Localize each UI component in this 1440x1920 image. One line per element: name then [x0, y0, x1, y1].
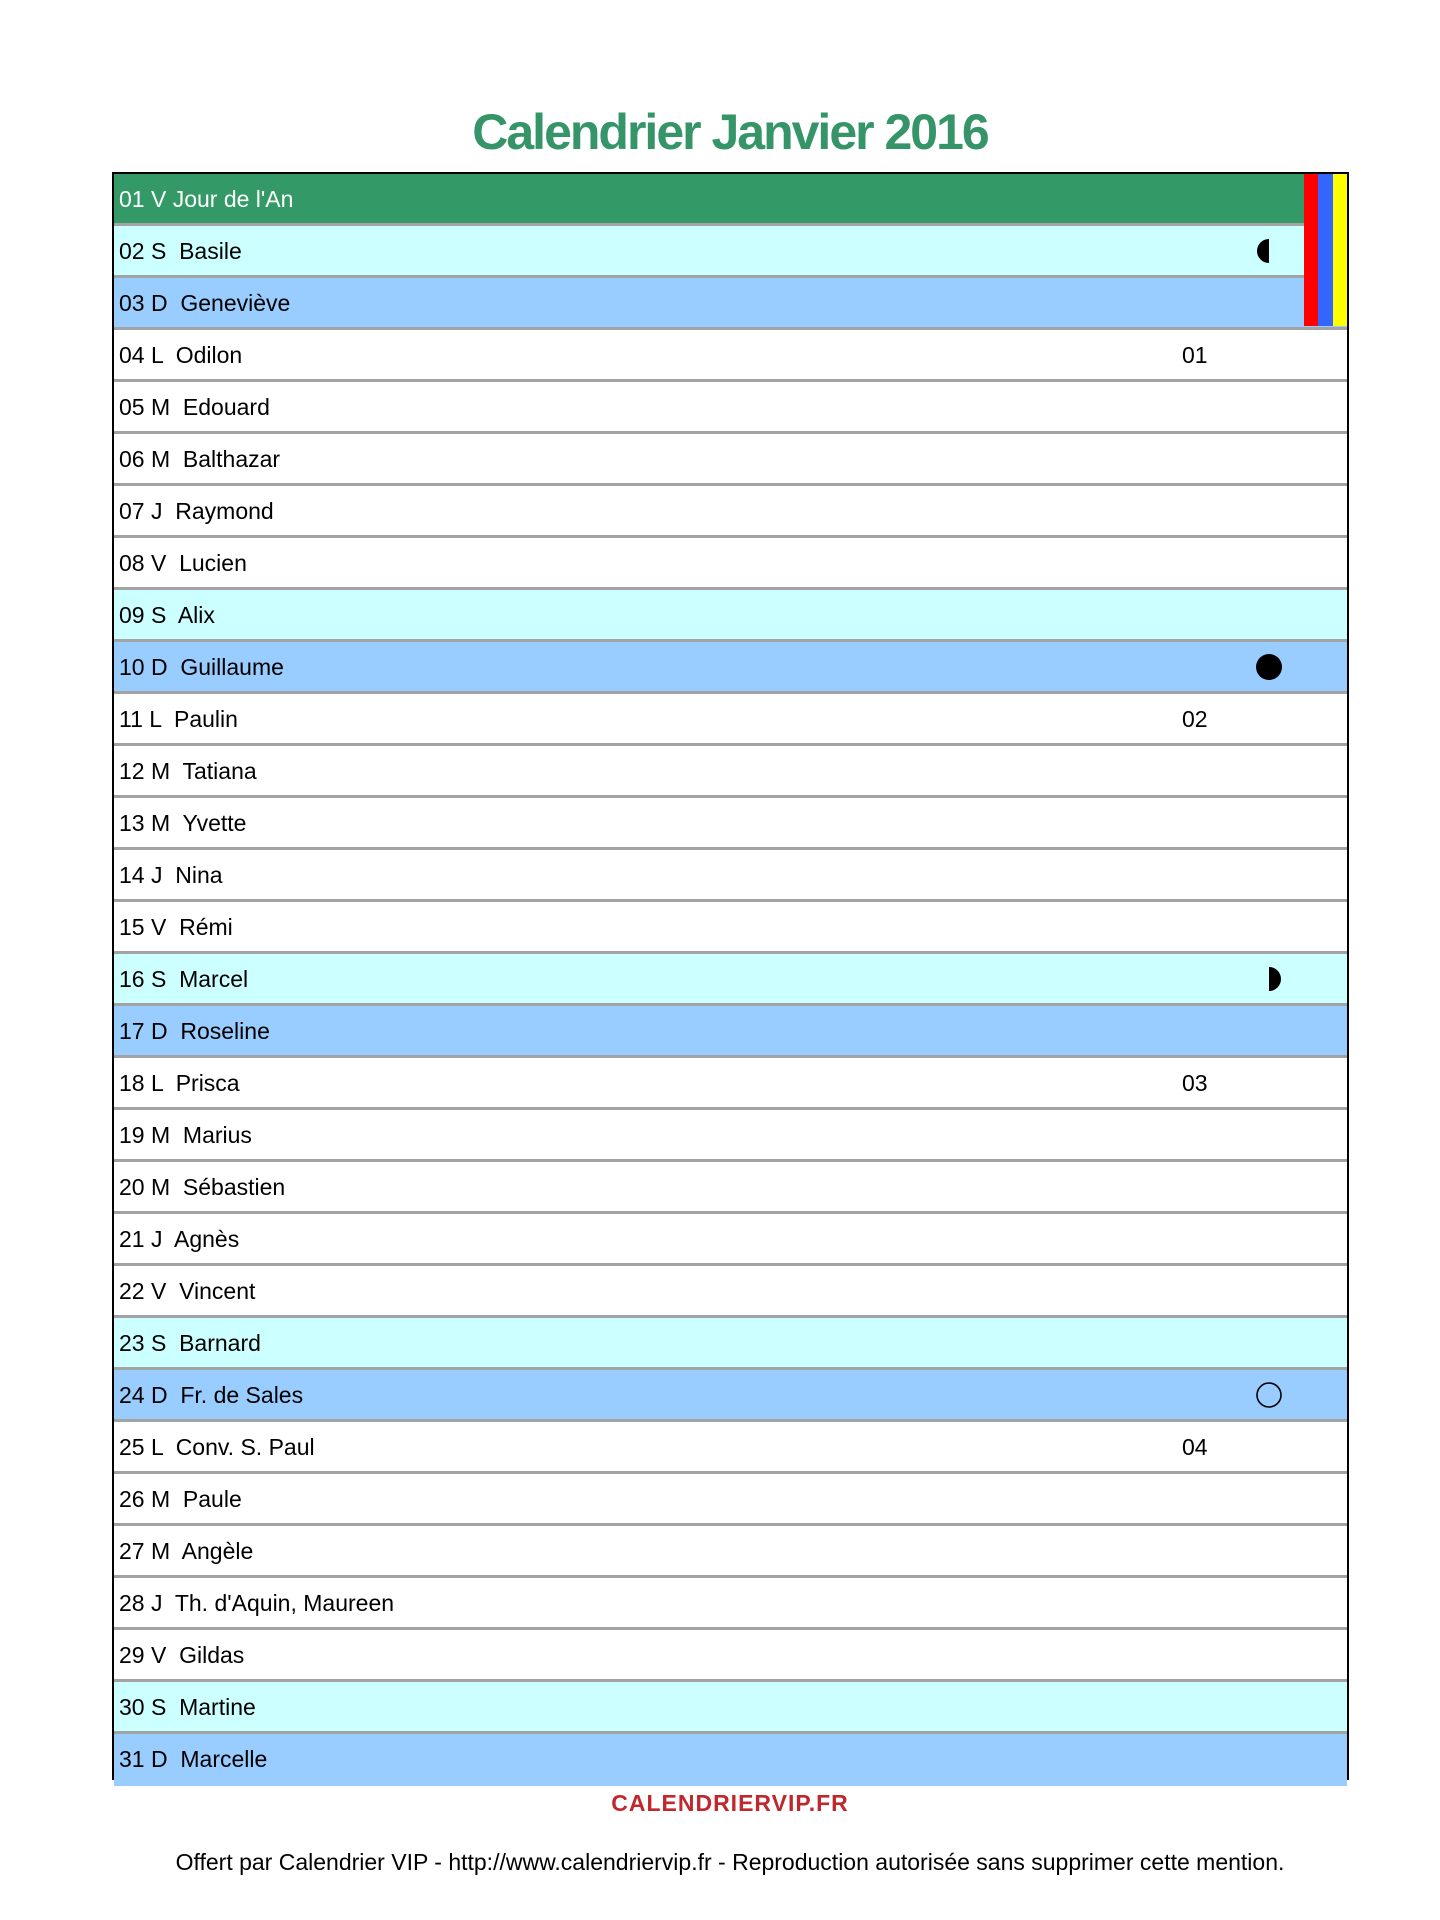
- page-title: Calendrier Janvier 2016: [472, 104, 988, 160]
- day-label: 06 M Balthazar: [119, 446, 281, 472]
- zone-b-bar: [1318, 174, 1333, 326]
- day-label: 10 D Guillaume: [119, 654, 284, 680]
- week-number: 01: [1182, 342, 1208, 368]
- day-row: [114, 1578, 1347, 1630]
- day-label: 26 M Paule: [119, 1486, 242, 1512]
- day-row: [114, 278, 1347, 330]
- day-row: [114, 1474, 1347, 1526]
- week-number: 04: [1182, 1434, 1208, 1460]
- day-row: [114, 902, 1347, 954]
- day-label: 03 D Geneviève: [119, 290, 291, 316]
- day-label: 01 V Jour de l'An: [119, 186, 294, 212]
- day-label: 25 L Conv. S. Paul: [119, 1434, 315, 1460]
- day-label: 30 S Martine: [119, 1694, 256, 1720]
- footer-note: Offert par Calendrier VIP - http://www.calendriervip.fr - Reproduction autorisée sans supprimer cette mention.: [175, 1849, 1285, 1875]
- day-row: [114, 590, 1347, 642]
- day-row: [114, 954, 1347, 1006]
- day-row: [114, 850, 1347, 902]
- day-row: [114, 694, 1347, 746]
- zone-c-bar: [1333, 174, 1347, 326]
- day-label: 28 J Th. d'Aquin, Maureen: [119, 1590, 395, 1616]
- day-label: 22 V Vincent: [119, 1278, 256, 1304]
- day-row: [114, 1526, 1347, 1578]
- day-row: [114, 1630, 1347, 1682]
- day-row: [114, 226, 1347, 278]
- day-label: 15 V Rémi: [119, 914, 233, 940]
- day-label: 17 D Roseline: [119, 1018, 270, 1044]
- week-number: 03: [1182, 1070, 1208, 1096]
- day-row: [114, 1682, 1347, 1734]
- day-row: [114, 1058, 1347, 1110]
- day-label: 31 D Marcelle: [119, 1746, 268, 1772]
- day-row: [114, 642, 1347, 694]
- first-quarter-icon: [1255, 965, 1283, 993]
- day-label: 29 V Gildas: [119, 1642, 245, 1668]
- day-label: 27 M Angèle: [119, 1538, 254, 1564]
- day-row: [114, 1318, 1347, 1370]
- day-row: [114, 1162, 1347, 1214]
- day-label: 19 M Marius: [119, 1122, 252, 1148]
- day-label: 05 M Edouard: [119, 394, 270, 420]
- day-row: [114, 174, 1347, 226]
- day-row: [114, 538, 1347, 590]
- day-row: [114, 434, 1347, 486]
- day-row: [114, 382, 1347, 434]
- week-number: 02: [1182, 706, 1208, 732]
- day-label: 12 M Tatiana: [119, 758, 257, 784]
- day-label: 09 S Alix: [119, 602, 215, 628]
- calendar-table: [112, 172, 1349, 1780]
- day-row: [114, 1370, 1347, 1422]
- day-label: 16 S Marcel: [119, 966, 249, 992]
- day-label: 18 L Prisca: [119, 1070, 240, 1096]
- day-label: 07 J Raymond: [119, 498, 274, 524]
- day-row: [114, 746, 1347, 798]
- day-label: 02 S Basile: [119, 238, 242, 264]
- day-row: [114, 1214, 1347, 1266]
- last-quarter-icon: [1255, 237, 1283, 265]
- day-label: 11 L Paulin: [119, 706, 238, 732]
- day-label: 20 M Sébastien: [119, 1174, 286, 1200]
- new-moon-icon: [1255, 653, 1283, 681]
- brand-link[interactable]: CALENDRIERVIP.FR: [611, 1790, 849, 1816]
- day-label: 21 J Agnès: [119, 1226, 240, 1252]
- day-label: 08 V Lucien: [119, 550, 247, 576]
- day-row: [114, 1110, 1347, 1162]
- day-label: 04 L Odilon: [119, 342, 243, 368]
- day-label: 13 M Yvette: [119, 810, 247, 836]
- day-row: [114, 486, 1347, 538]
- full-moon-icon: [1255, 1381, 1283, 1409]
- day-row: [114, 1422, 1347, 1474]
- day-label: 23 S Barnard: [119, 1330, 261, 1356]
- zone-a-bar: [1304, 174, 1318, 326]
- day-label: 24 D Fr. de Sales: [119, 1382, 304, 1408]
- day-label: 14 J Nina: [119, 862, 223, 888]
- school-holiday-zones-marker: [1304, 174, 1347, 326]
- day-row: [114, 330, 1347, 382]
- day-row: [114, 1266, 1347, 1318]
- day-row: [114, 798, 1347, 850]
- day-row: [114, 1734, 1347, 1786]
- day-row: [114, 1006, 1347, 1058]
